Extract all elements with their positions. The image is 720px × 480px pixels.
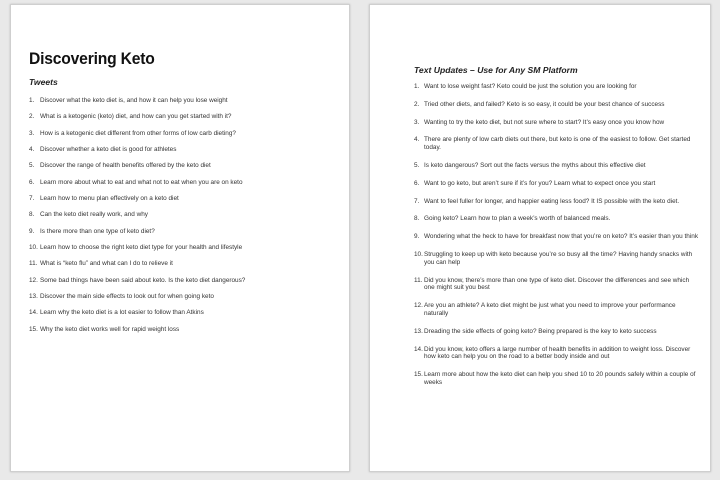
item-number: 5.: [29, 162, 35, 170]
list-item: [414, 83, 698, 91]
item-number: 13.: [414, 327, 423, 335]
item-number: 2.: [29, 113, 35, 121]
item-text: Learn how to menu plan effectively on a keto diet: [40, 195, 179, 203]
list-item: [29, 97, 347, 105]
item-text: Did you know, there’s more than one type of keto diet. Discover the differences and see which one might suit you best: [424, 276, 690, 292]
item-text: Wanting to try the keto diet, but not sure where to start? It’s easy once you know how: [424, 118, 665, 126]
item-text: Discover what the keto diet is, and how it can help you lose weight: [40, 97, 228, 104]
item-number: 10.: [29, 244, 38, 252]
list-item: [414, 233, 698, 241]
item-number: 3.: [29, 129, 35, 137]
item-number: 11.: [414, 276, 423, 284]
item-text: Some bad things have been said about keto. Is the keto diet dangerous?: [40, 276, 246, 284]
item-text: Is there more than one type of keto diet?: [40, 227, 155, 235]
text-updates-heading: Text Updates – Use for Any SM Platform: [414, 65, 578, 75]
item-text: Discover whether a keto diet is good for athletes: [40, 146, 177, 154]
item-text: Want to lose weight fast? Keto could be just the solution you are looking for: [424, 83, 637, 90]
item-text: Struggling to keep up with keto because you’re so busy all the time? Having handy snacks with you can help: [424, 250, 693, 266]
item-text: Learn more about what to eat and what not to eat when you are on keto: [40, 178, 243, 186]
item-number: 8.: [29, 211, 35, 219]
item-number: 6.: [414, 179, 420, 187]
list-item: [414, 180, 698, 188]
item-text: Tried other diets, and failed? Keto is so easy, it could be your best chance of success: [424, 100, 665, 108]
item-number: 1.: [29, 97, 35, 104]
item-number: 10.: [414, 250, 423, 258]
list-item: [29, 130, 347, 138]
list-item: [29, 244, 347, 252]
item-text: Want to go keto, but aren’t sure if it’s for you? Learn what to expect once you start: [424, 179, 656, 187]
list-item: [414, 251, 698, 267]
list-item: [29, 260, 347, 268]
list-item: [29, 195, 347, 203]
item-text: Why the keto diet works well for rapid weight loss: [40, 325, 180, 333]
item-number: 5.: [414, 161, 420, 169]
text-updates-list: [414, 83, 698, 397]
item-number: 1.: [414, 83, 420, 90]
list-item: [29, 162, 347, 170]
list-item: [29, 309, 347, 317]
list-item: [29, 326, 347, 334]
list-item: [29, 146, 347, 154]
item-number: 11.: [29, 260, 38, 268]
item-text: Dreading the side effects of going keto? Being prepared is the key to keto success: [424, 327, 657, 335]
document-title: Discovering Keto: [29, 49, 155, 68]
item-number: 7.: [414, 197, 420, 205]
item-number: 4.: [414, 136, 420, 144]
item-number: 9.: [414, 233, 420, 241]
item-number: 14.: [29, 309, 38, 317]
item-number: 3.: [414, 118, 420, 126]
item-text: Want to feel fuller for longer, and happier eating less food? It IS possible with the keto diet.: [424, 197, 680, 205]
item-text: Are you an athlete? A keto diet might be just what you need to improve your performance naturally: [424, 302, 676, 317]
item-number: 4.: [29, 146, 35, 154]
item-text: What is a ketogenic (keto) diet, and how can you get started with it?: [40, 113, 232, 121]
list-item: [414, 136, 698, 152]
list-item: [414, 198, 698, 206]
item-text: How is a ketogenic diet different from other forms of low carb dieting?: [40, 129, 236, 137]
list-item: [29, 211, 347, 219]
item-text: Learn more about how the keto diet can help you shed 10 to 20 pounds safely within a couple of weeks: [424, 371, 696, 386]
item-number: 2.: [414, 100, 420, 108]
item-text: Can the keto diet really work, and why: [40, 211, 148, 219]
item-text: Discover the main side effects to look out for when going keto: [40, 293, 214, 301]
document-page-left: [10, 4, 350, 472]
item-number: 15.: [29, 325, 38, 333]
tweets-heading: Tweets: [29, 77, 58, 87]
item-number: 12.: [414, 302, 423, 310]
item-number: 14.: [414, 345, 423, 353]
list-item: [414, 162, 698, 170]
list-item: [414, 346, 698, 362]
item-text: Going keto? Learn how to plan a week’s worth of balanced meals.: [424, 215, 611, 223]
list-item: [29, 179, 347, 187]
item-text: Did you know, keto offers a large number of health benefits in addition to weight loss. Discover how keto can help you on the road to a better body inside and out: [424, 345, 691, 361]
item-number: 7.: [29, 195, 35, 203]
item-text: Discover the range of health benefits offered by the keto diet: [40, 162, 211, 170]
list-item: [414, 277, 698, 293]
item-number: 8.: [414, 215, 420, 223]
list-item: [29, 113, 347, 121]
item-text: Is keto dangerous? Sort out the facts versus the myths about this effective diet: [424, 161, 646, 169]
document-page-right: [369, 4, 711, 472]
item-number: 13.: [29, 293, 38, 301]
list-item: [29, 277, 347, 285]
list-item: [414, 119, 698, 127]
item-text: Learn how to choose the right keto diet type for your health and lifestyle: [40, 244, 243, 252]
item-text: Learn why the keto diet is a lot easier to follow than Atkins: [40, 309, 204, 317]
item-text: Wondering what the heck to have for breakfast now that you’re on keto? It’s easier than you think: [424, 233, 699, 241]
item-text: There are plenty of low carb diets out there, but keto is one of the easiest to follow. Get started today.: [424, 136, 691, 152]
list-item: [414, 302, 698, 318]
item-number: 9.: [29, 227, 35, 235]
tweets-list: [29, 97, 347, 342]
list-item: [414, 215, 698, 223]
list-item: [414, 101, 698, 109]
list-item: [414, 328, 698, 336]
item-number: 15.: [414, 371, 423, 379]
list-item: [29, 293, 347, 301]
item-text: What is “keto flu” and what can I do to relieve it: [40, 260, 173, 268]
item-number: 6.: [29, 178, 35, 186]
list-item: [414, 371, 698, 387]
item-number: 12.: [29, 276, 38, 284]
list-item: [29, 228, 347, 236]
